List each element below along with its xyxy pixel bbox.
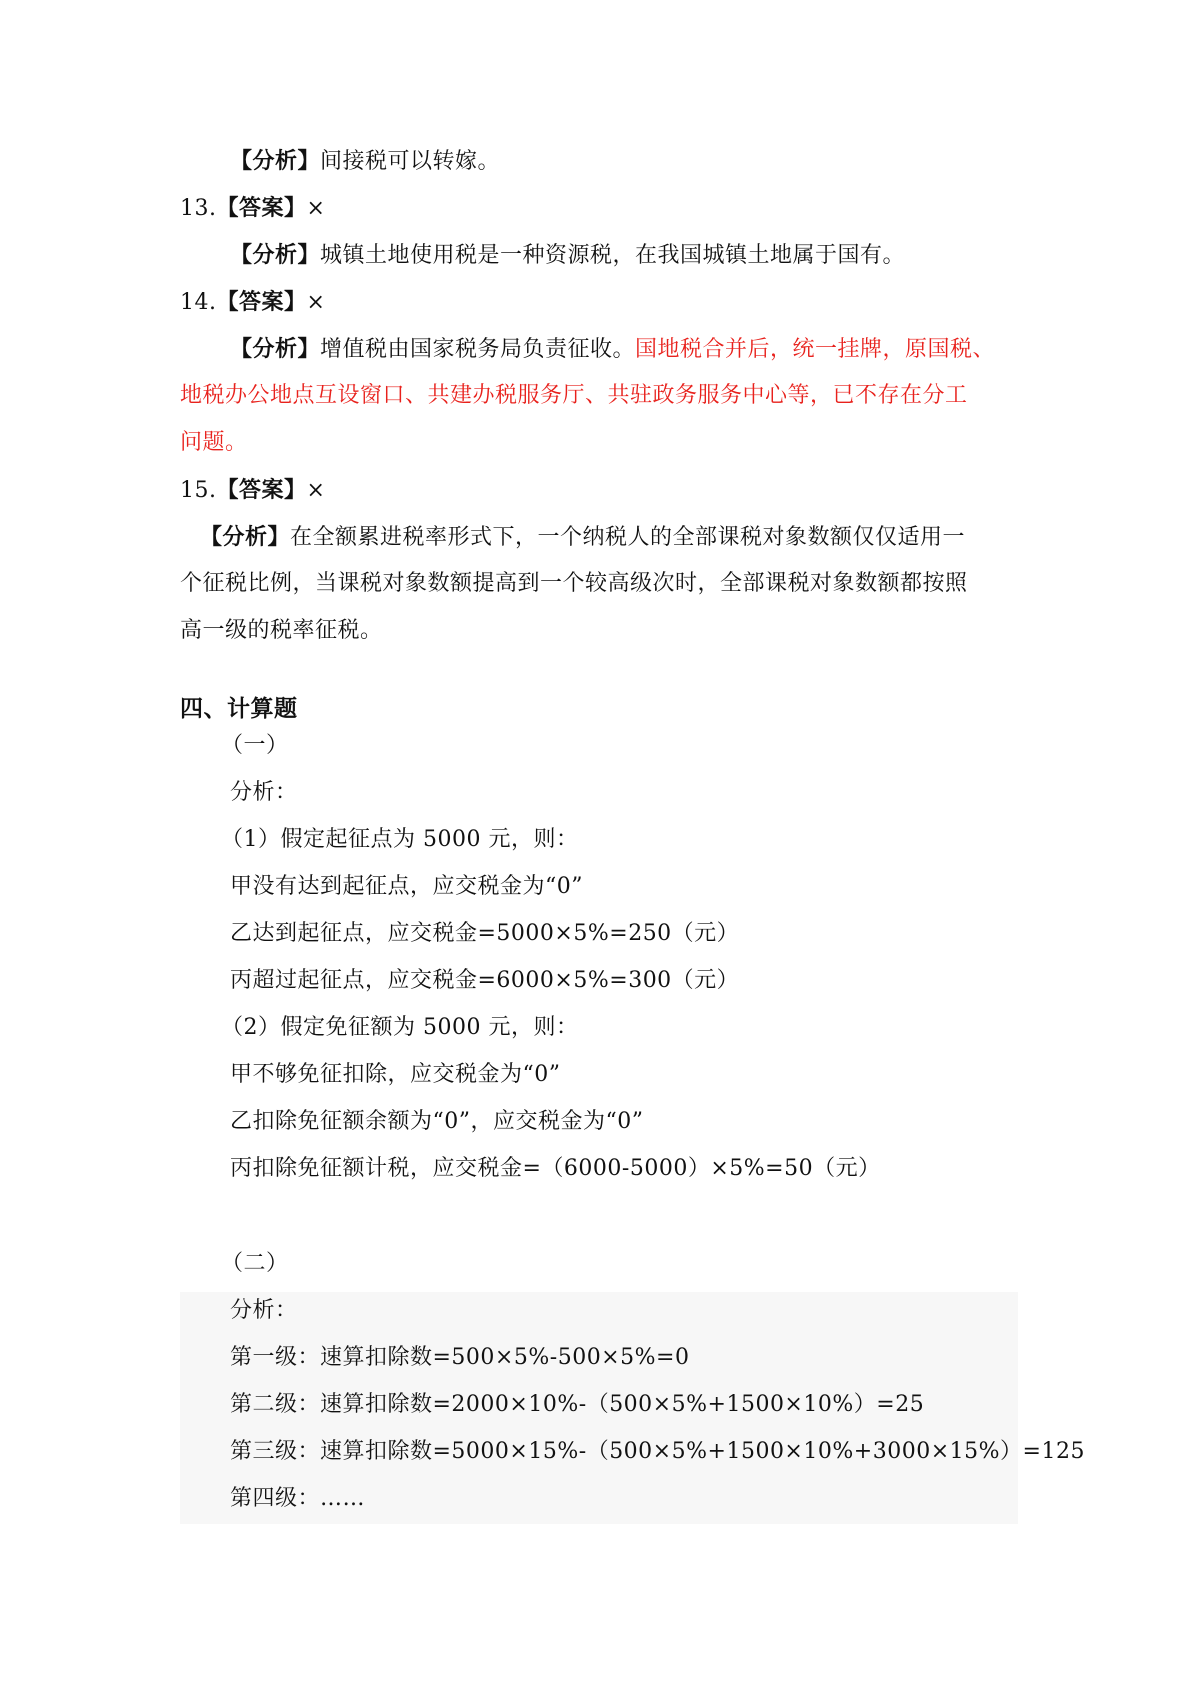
part2-label: （二） [221, 1251, 289, 1276]
question-number: 15. [180, 478, 217, 503]
answer-value: × [306, 290, 326, 315]
analysis-label: 【分析】 [200, 524, 291, 550]
analysis-label: 【分析】 [230, 148, 321, 174]
part1-line: （2）假定免征额为 5000 元，则： [221, 1015, 579, 1040]
part1-analysis: 分析： [230, 780, 298, 805]
analysis-text: 在全额累进税率形式下，一个纳税人的全部课税对象数额仅仅适用一 [290, 525, 966, 550]
q14-analysis-line-2: 地税办公地点互设窗口、共建办税服务厅、共驻政务服务中心等，已不存在分工 [180, 383, 968, 408]
question-number: 13. [180, 196, 217, 221]
q12-analysis [230, 146, 500, 177]
q14-analysis-line-1 [230, 334, 995, 365]
answer-value: × [306, 196, 326, 221]
q15-analysis-line-2: 个征税比例，当课税对象数额提高到一个较高级次时，全部课税对象数额都按照 [180, 571, 968, 596]
answer-value: × [306, 478, 326, 503]
answer-label: 【答案】 [216, 477, 307, 503]
part1-line: 甲不够免征扣除，应交税金为“0” [230, 1062, 561, 1087]
analysis-text: 增值税由国家税务局负责征收。 [320, 337, 636, 362]
part2-line: 第三级：速算扣除数=5000×15%-（500×5%+1500×10%+3000×15%）=125 [230, 1439, 1085, 1464]
analysis-label: 【分析】 [230, 242, 321, 268]
q14-analysis-line-3: 问题。 [180, 430, 248, 455]
q13-answer [180, 193, 325, 224]
part2-line: 第二级：速算扣除数=2000×10%-（500×5%+1500×10%）=25 [230, 1392, 925, 1417]
answer-label: 【答案】 [216, 195, 307, 221]
part1-line: 丙扣除免征额计税，应交税金=（6000-5000）×5%=50（元） [230, 1156, 881, 1181]
part2-line: 第一级：速算扣除数=500×5%-500×5%=0 [230, 1345, 690, 1370]
q15-analysis-line-1 [200, 522, 965, 553]
part2-analysis: 分析： [230, 1298, 298, 1323]
answer-label: 【答案】 [216, 289, 307, 315]
analysis-label: 【分析】 [230, 336, 321, 362]
part2-line: 第四级：…… [230, 1486, 366, 1511]
q13-analysis [230, 240, 905, 271]
part1-line: 乙扣除免征额余额为“0”，应交税金为“0” [230, 1109, 644, 1134]
part1-line: 丙超过起征点，应交税金=6000×5%=300（元） [230, 968, 740, 993]
part1-line: 乙达到起征点，应交税金=5000×5%=250（元） [230, 921, 740, 946]
analysis-highlight: 国地税合并后，统一挂牌，原国税、 [635, 337, 996, 362]
section-heading: 四、计算题 [180, 695, 298, 722]
analysis-text: 间接税可以转嫁。 [320, 149, 501, 174]
q14-answer [180, 287, 325, 318]
part1-label: （一） [221, 733, 289, 758]
q15-answer [180, 475, 325, 506]
analysis-text: 城镇土地使用税是一种资源税，在我国城镇土地属于国有。 [320, 243, 906, 268]
q15-analysis-line-3: 高一级的税率征税。 [180, 618, 383, 643]
question-number: 14. [180, 290, 217, 315]
part1-line: （1）假定起征点为 5000 元，则： [221, 827, 579, 852]
part1-line: 甲没有达到起征点，应交税金为“0” [230, 874, 583, 899]
